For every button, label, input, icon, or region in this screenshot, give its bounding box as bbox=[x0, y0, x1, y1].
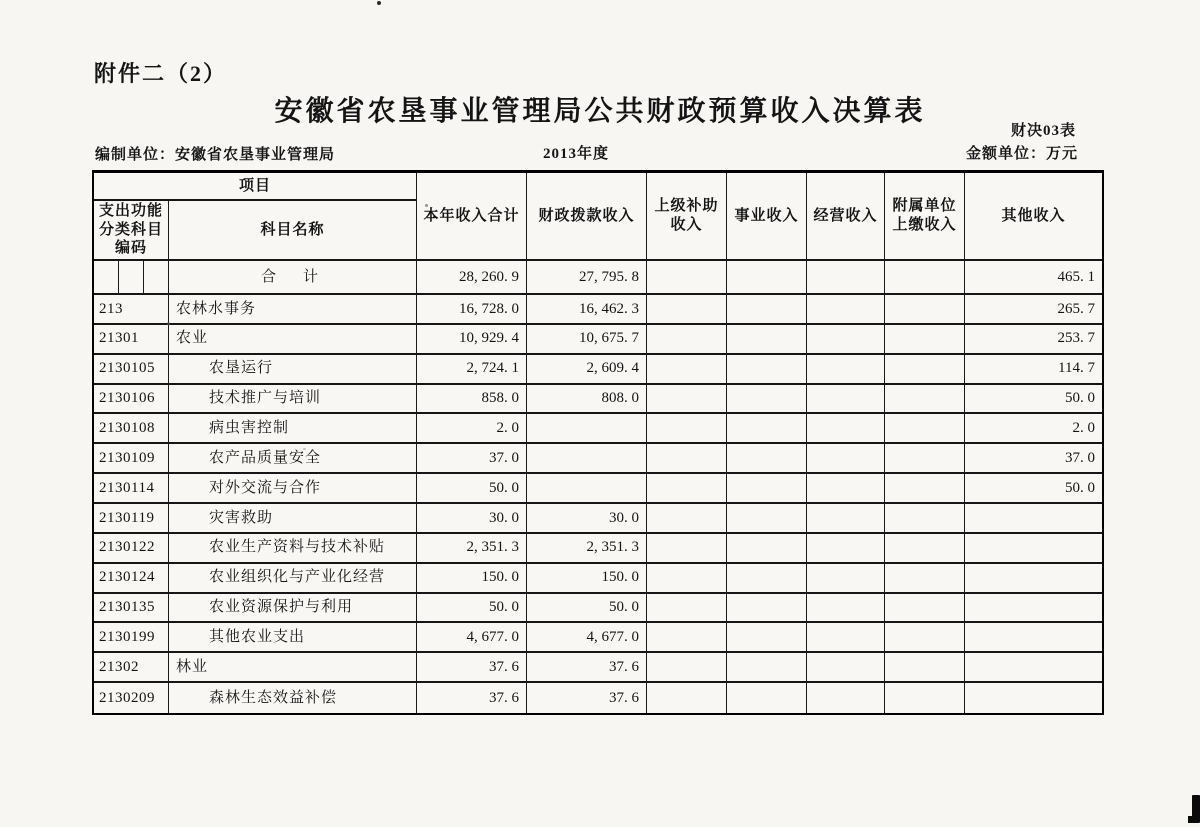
form-code: 财决03表 bbox=[1010, 123, 1076, 139]
cell-other-income bbox=[965, 653, 1102, 683]
cell-operating-income bbox=[807, 534, 885, 564]
cell-operating-income bbox=[807, 594, 885, 624]
cell-operating-income bbox=[807, 385, 885, 415]
header-subject-name: 科目名称 bbox=[169, 201, 417, 261]
cell-subject-name: 林业 bbox=[169, 653, 417, 683]
cell-subject-name: 农林水事务 bbox=[169, 295, 417, 325]
cell-total-income: 150. 0 bbox=[417, 564, 527, 594]
cell-code: 2130108 bbox=[94, 414, 169, 444]
prepared-by-label: 编制单位：安徽省农垦事业管理局 bbox=[95, 147, 336, 163]
cell-other-income: 253. 7 bbox=[965, 325, 1102, 355]
cell-affiliated-remit bbox=[885, 325, 965, 355]
scan-speck bbox=[167, 322, 170, 325]
cell-operating-income bbox=[807, 623, 885, 653]
cell-business-income bbox=[727, 534, 807, 564]
cell-operating-income bbox=[807, 504, 885, 534]
cell-subject-name: 合 计 bbox=[169, 261, 417, 295]
cell-fiscal-appropriation: 30. 0 bbox=[527, 504, 647, 534]
cell-fiscal-appropriation: 16, 462. 3 bbox=[527, 295, 647, 325]
cell-operating-income bbox=[807, 653, 885, 683]
cell-subject-name: 农业资源保护与利用 bbox=[169, 594, 417, 624]
cell-subject-name: 其他农业支出 bbox=[169, 623, 417, 653]
cell-other-income: 2. 0 bbox=[965, 414, 1102, 444]
cell-other-income: 265. 7 bbox=[965, 295, 1102, 325]
cell-affiliated-remit bbox=[885, 385, 965, 415]
cell-other-income bbox=[965, 683, 1102, 713]
fiscal-year-label: 2013年度 bbox=[543, 146, 610, 162]
cell-total-income: 50. 0 bbox=[417, 594, 527, 624]
amount-unit-label: 金额单位：万元 bbox=[965, 146, 1078, 162]
cell-total-income: 37. 0 bbox=[417, 444, 527, 474]
scan-edge-mark bbox=[1192, 795, 1200, 823]
cell-superior-subsidy bbox=[647, 683, 727, 713]
header-operating-income: 经营收入 bbox=[807, 173, 885, 261]
cell-business-income bbox=[727, 295, 807, 325]
cell-superior-subsidy bbox=[647, 295, 727, 325]
cell-affiliated-remit bbox=[885, 295, 965, 325]
revenue-table bbox=[92, 170, 1104, 715]
scan-speck bbox=[377, 1, 381, 5]
cell-code: 2130209 bbox=[94, 683, 169, 713]
cell-business-income bbox=[727, 623, 807, 653]
scan-speck bbox=[303, 448, 306, 450]
cell-operating-income bbox=[807, 325, 885, 355]
cell-superior-subsidy bbox=[647, 564, 727, 594]
cell-affiliated-remit bbox=[885, 564, 965, 594]
cell-affiliated-remit bbox=[885, 534, 965, 564]
cell-operating-income bbox=[807, 261, 885, 295]
cell-other-income bbox=[965, 564, 1102, 594]
scan-speck bbox=[425, 204, 428, 207]
cell-superior-subsidy bbox=[647, 355, 727, 385]
cell-other-income bbox=[965, 623, 1102, 653]
cell-operating-income bbox=[807, 474, 885, 504]
cell-operating-income bbox=[807, 683, 885, 713]
cell-affiliated-remit bbox=[885, 474, 965, 504]
cell-total-income: 37. 6 bbox=[417, 683, 527, 713]
cell-code: 2130135 bbox=[94, 594, 169, 624]
cell-fiscal-appropriation: 27, 795. 8 bbox=[527, 261, 647, 295]
header-fiscal-appropriation: 财政拨款收入 bbox=[527, 173, 647, 261]
cell-fiscal-appropriation bbox=[527, 474, 647, 504]
cell-operating-income bbox=[807, 414, 885, 444]
cell-total-income: 28, 260. 9 bbox=[417, 261, 527, 295]
cell-code: 2130199 bbox=[94, 623, 169, 653]
cell-total-income: 2. 0 bbox=[417, 414, 527, 444]
cell-business-income bbox=[727, 594, 807, 624]
header-project: 项目 bbox=[94, 173, 417, 201]
cell-other-income: 50. 0 bbox=[965, 474, 1102, 504]
cell-other-income: 465. 1 bbox=[965, 261, 1102, 295]
cell-subject-name: 森林生态效益补偿 bbox=[169, 683, 417, 713]
cell-fiscal-appropriation: 808. 0 bbox=[527, 385, 647, 415]
cell-code bbox=[94, 261, 169, 295]
cell-total-income: 858. 0 bbox=[417, 385, 527, 415]
cell-business-income bbox=[727, 385, 807, 415]
cell-fiscal-appropriation: 4, 677. 0 bbox=[527, 623, 647, 653]
page-title: 安徽省农垦事业管理局公共财政预算收入决算表 bbox=[274, 96, 926, 127]
cell-fiscal-appropriation: 10, 675. 7 bbox=[527, 325, 647, 355]
cell-subject-name: 对外交流与合作 bbox=[169, 474, 417, 504]
cell-superior-subsidy bbox=[647, 474, 727, 504]
cell-superior-subsidy bbox=[647, 594, 727, 624]
cell-total-income: 30. 0 bbox=[417, 504, 527, 534]
cell-superior-subsidy bbox=[647, 385, 727, 415]
cell-other-income bbox=[965, 594, 1102, 624]
cell-business-income bbox=[727, 444, 807, 474]
cell-other-income bbox=[965, 534, 1102, 564]
cell-business-income bbox=[727, 653, 807, 683]
cell-code: 2130124 bbox=[94, 564, 169, 594]
cell-superior-subsidy bbox=[647, 534, 727, 564]
cell-business-income bbox=[727, 564, 807, 594]
cell-affiliated-remit bbox=[885, 414, 965, 444]
header-expenditure-code: 支出功能分类科目编码 bbox=[94, 201, 169, 261]
cell-code: 2130119 bbox=[94, 504, 169, 534]
cell-superior-subsidy bbox=[647, 653, 727, 683]
cell-total-income: 10, 929. 4 bbox=[417, 325, 527, 355]
cell-subject-name: 农垦运行 bbox=[169, 355, 417, 385]
cell-superior-subsidy bbox=[647, 623, 727, 653]
cell-operating-income bbox=[807, 355, 885, 385]
cell-code: 2130122 bbox=[94, 534, 169, 564]
cell-affiliated-remit bbox=[885, 623, 965, 653]
header-superior-subsidy: 上级补助收入 bbox=[647, 173, 727, 261]
cell-total-income: 2, 724. 1 bbox=[417, 355, 527, 385]
cell-business-income bbox=[727, 683, 807, 713]
cell-affiliated-remit bbox=[885, 653, 965, 683]
cell-operating-income bbox=[807, 564, 885, 594]
cell-total-income: 2, 351. 3 bbox=[417, 534, 527, 564]
cell-business-income bbox=[727, 325, 807, 355]
cell-code: 2130114 bbox=[94, 474, 169, 504]
cell-operating-income bbox=[807, 444, 885, 474]
cell-business-income bbox=[727, 355, 807, 385]
cell-total-income: 4, 677. 0 bbox=[417, 623, 527, 653]
cell-subject-name: 农业生产资料与技术补贴 bbox=[169, 534, 417, 564]
cell-subject-name: 灾害救助 bbox=[169, 504, 417, 534]
cell-business-income bbox=[727, 504, 807, 534]
cell-other-income: 50. 0 bbox=[965, 385, 1102, 415]
cell-fiscal-appropriation: 2, 609. 4 bbox=[527, 355, 647, 385]
cell-code: 2130109 bbox=[94, 444, 169, 474]
cell-subject-name: 农业 bbox=[169, 325, 417, 355]
cell-superior-subsidy bbox=[647, 325, 727, 355]
cell-business-income bbox=[727, 414, 807, 444]
cell-subject-name: 技术推广与培训 bbox=[169, 385, 417, 415]
cell-affiliated-remit bbox=[885, 444, 965, 474]
cell-code: 2130106 bbox=[94, 385, 169, 415]
cell-total-income: 37. 6 bbox=[417, 653, 527, 683]
cell-code: 21301 bbox=[94, 325, 169, 355]
cell-other-income: 114. 7 bbox=[965, 355, 1102, 385]
cell-total-income: 50. 0 bbox=[417, 474, 527, 504]
cell-fiscal-appropriation bbox=[527, 444, 647, 474]
cell-affiliated-remit bbox=[885, 594, 965, 624]
cell-fiscal-appropriation: 37. 6 bbox=[527, 683, 647, 713]
cell-code: 2130105 bbox=[94, 355, 169, 385]
cell-business-income bbox=[727, 474, 807, 504]
cell-fiscal-appropriation: 2, 351. 3 bbox=[527, 534, 647, 564]
cell-fiscal-appropriation: 50. 0 bbox=[527, 594, 647, 624]
cell-affiliated-remit bbox=[885, 504, 965, 534]
cell-other-income bbox=[965, 504, 1102, 534]
cell-fiscal-appropriation: 150. 0 bbox=[527, 564, 647, 594]
cell-code: 21302 bbox=[94, 653, 169, 683]
header-affiliated-remit: 附属单位上缴收入 bbox=[885, 173, 965, 261]
cell-other-income: 37. 0 bbox=[965, 444, 1102, 474]
cell-superior-subsidy bbox=[647, 504, 727, 534]
cell-fiscal-appropriation bbox=[527, 414, 647, 444]
cell-operating-income bbox=[807, 295, 885, 325]
cell-total-income: 16, 728. 0 bbox=[417, 295, 527, 325]
cell-superior-subsidy bbox=[647, 261, 727, 295]
cell-affiliated-remit bbox=[885, 683, 965, 713]
cell-business-income bbox=[727, 261, 807, 295]
header-business-income: 事业收入 bbox=[727, 173, 807, 261]
cell-superior-subsidy bbox=[647, 414, 727, 444]
cell-affiliated-remit bbox=[885, 261, 965, 295]
cell-fiscal-appropriation: 37. 6 bbox=[527, 653, 647, 683]
header-total-income: 本年收入合计 bbox=[417, 173, 527, 261]
header-other-income: 其他收入 bbox=[965, 173, 1102, 261]
cell-subject-name: 病虫害控制 bbox=[169, 414, 417, 444]
cell-code: 213 bbox=[94, 295, 169, 325]
attachment-label: 附件二（2） bbox=[94, 61, 228, 86]
cell-subject-name: 农业组织化与产业化经营 bbox=[169, 564, 417, 594]
cell-affiliated-remit bbox=[885, 355, 965, 385]
cell-superior-subsidy bbox=[647, 444, 727, 474]
cell-subject-name: 农产品质量安全 bbox=[169, 444, 417, 474]
